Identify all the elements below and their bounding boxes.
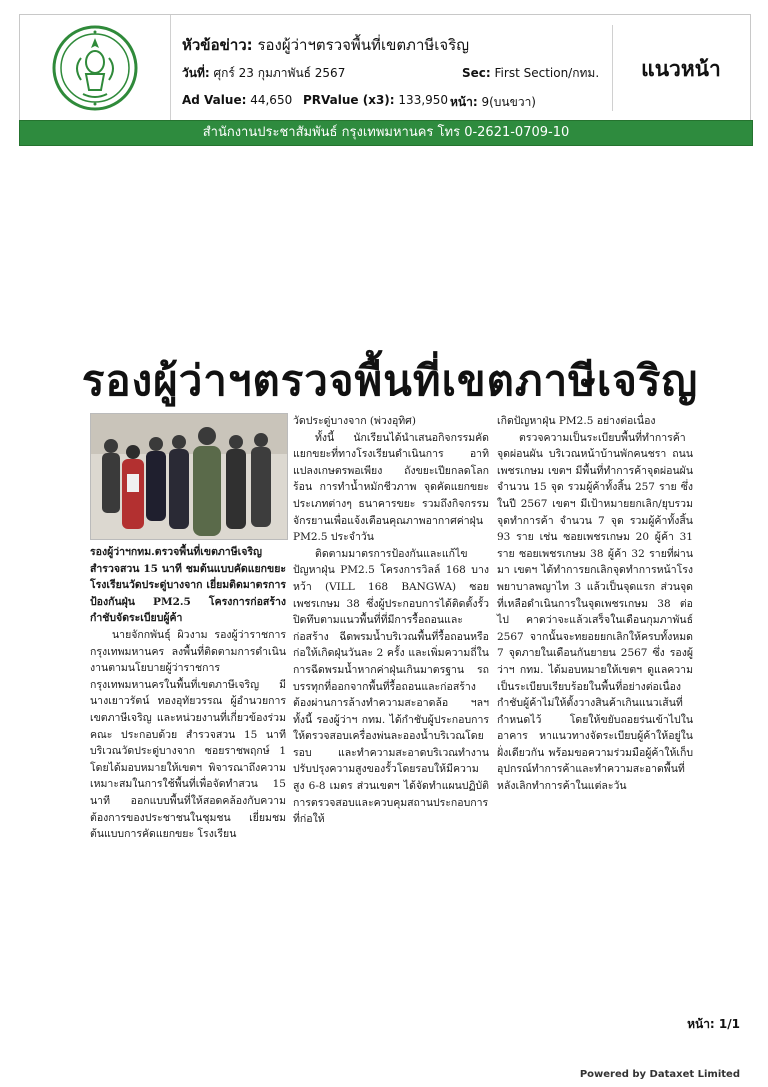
pr-value: 133,950: [398, 93, 449, 107]
page-value: 9(บนขวา): [481, 95, 536, 109]
page-indicator: หน้า: 1/1: [687, 1017, 740, 1031]
ad-value-row: [182, 93, 292, 107]
article-column-2: [293, 413, 489, 828]
ad-value-label: Ad Value:: [182, 93, 247, 107]
newspaper-name: แนวหน้า: [641, 57, 721, 81]
pr-value-label: PRValue (x3):: [303, 93, 395, 107]
page-label: หน้า:: [450, 95, 478, 109]
news-title-row: [182, 33, 469, 57]
header-divider: [612, 25, 613, 111]
article-paragraph: ทั้งนี้ นักเรียนได้นำเสนอกิจกรรมคัดแยกขยะที่ทางโรงเรียนดำเนินการ อาทิ แปลงเกษตรพอเพียง ถังขยะเปียกลดโลกร้อน การทำน้ำหมักชีวภาพ จุดคัดแยกขยะประเภทต่างๆ ธนาคารขยะ รวมถึงกิจกรรมจักรยานเพื่อแจ้งเตือนคุณภาพอากาศค่าฝุ่น PM2.5 ประจำวัน: [293, 431, 489, 544]
news-title-value: รองผู้ว่าฯตรวจพื้นที่เขตภาษีเจริญ: [257, 36, 470, 54]
date-label: วันที่:: [182, 66, 210, 80]
page-row: [450, 93, 536, 112]
pr-value-row: [303, 93, 448, 107]
news-title-label: หัวข้อข่าว:: [182, 36, 253, 54]
section-row: [462, 64, 599, 83]
date-row: [182, 64, 345, 83]
article-paragraph: วัดประดู่บางจาก (พ่วงอุทิศ): [293, 415, 416, 427]
article-headline: รองผู้ว่าฯตรวจพื้นที่เขตภาษีเจริญ: [81, 356, 699, 405]
photo-caption: รองผู้ว่าฯกทม.ตรวจพื้นที่เขตภาษีเจริญ สำรวจสวน 15 นาที ชมต้นแบบคัดแยกขยะ โรงเรียนวัดประดู่บางจาก เยี่ยมติดมาตรการป้องกันฝุ่น PM2.5 โครงการก่อสร้าง กำชับจัดระเบียบผู้ค้า: [90, 546, 286, 625]
powered-by: Powered by Dataxet Limited: [579, 1069, 740, 1080]
article-paragraph: เกิดปัญหาฝุ่น PM2.5 อย่างต่อเนื่อง: [497, 415, 656, 427]
section-value: First Section/กทม.: [494, 66, 600, 80]
clipping-header: [19, 14, 751, 122]
article-paragraph: ตรวจความเป็นระเบียบพื้นที่ทำการค้าจุดผ่อนผัน บริเวณหน้าบ้านพักคนชรา ถนนเพชรเกษม เขตฯ มีพื้นที่ทำการค้าจุดผ่อนผัน จำนวน 15 จุด รวมผู้ค้าทั้งสิ้น 257 ราย ซึ่งในปี 2567 เขตฯ มีเป้าหมายยกเลิก/ยุบรวมจุดทำการค้า จำนวน 7 จุด รวมผู้ค้าทั้งสิ้น 93 ราย เช่น ซอยเพชรเกษม 20 ผู้ค้า 31 ราย ซอยเพชรเกษม 38 ผู้ค้า 32 รายที่ผ่านมา เขตฯ ได้ทำการยกเลิกจุดทำการหน้าโรงพยาบาลพญาไท 3 แล้วเป็นจุดแรก ส่วนจุดที่เหลือดำเนินการในจุดเพชรเกษม 38 ต่อไป คาดว่าจะแล้วเสร็จในเดือนกุมภาพันธ์ 2567 จากนั้นจะทยอยยกเลิกให้ครบทั้งหมด 7 จุดภายในเดือนกันยายน 2567 ซึ่ง รองผู้ว่าฯ กทม. ได้มอบหมายให้เขตฯ ดูแลความเป็นระเบียบเรียบร้อยในพื้นที่อย่างต่อเนื่อง กำชับผู้ค้าไม่ให้ตั้งวางสินค้าเกินแนวเส้นที่กำหนดไว้ โดยให้ขยับถอยร่นเข้าไปในอาคาร หาแนวทางจัดระเบียบผู้ค้าให้อยู่ในฝั่งเดียวกัน พร้อมขอความร่วมมือผู้ค้าให้เก็บอุปกรณ์ทำการค้าและทำความสะอาดพื้นที่หลังเลิกทำการค้าในแต่ละวัน: [497, 431, 693, 793]
ad-value: 44,650: [250, 93, 293, 107]
article-paragraph: นายจักกพันธุ์ ผิวงาม รองผู้ว่าราชการกรุงเทพมหานคร ลงพื้นที่ติดตามการดำเนินงานตามนโยบายผู้ว่าราชการกรุงเทพมหานครในพื้นที่เขตภาษีเจริญ มี นางเยาวรัตน์ ทองอุทัยวรรณ ผู้อำนวยการเขตภาษีเจริญ และหน่วยงานที่เกี่ยวข้องร่วมคณะ ประกอบด้วย สำรวจสวน 15 นาที บริเวณวัดประดู่บางจาก ซอยราชพฤกษ์ 1 โดยได้มอบหมายให้เขตฯ พิจารณาถึงความเหมาะสมในการใช้พื้นที่เพื่อจัดทำสวน 15 นาที ออกแบบพื้นที่ให้สอดคล้องกับความต้องการของประชาชนในชุมชน เยี่ยมชมต้นแบบการคัดแยกขยะ โรงเรียน: [90, 628, 286, 841]
logo-cell: [20, 15, 171, 121]
article-column-3: [497, 413, 693, 795]
article-column-1: [90, 544, 286, 843]
article-paragraph: ติดตามมาตรการป้องกันและแก้ไขปัญหาฝุ่น PM2.5 โครงการวิลล์ 168 บางหว้า (VILL 168 BANGWA) ซอยเพชรเกษม 38 ซึ่งผู้ประกอบการได้ติดตั้งรั้วปิดทึบตามแนวพื้นที่ที่มีการรื้อถอนและก่อสร้าง ฉีดพรมน้ำบริเวณพื้นที่รื้อถอนหรือก่อให้เกิดฝุ่นวันละ 2 ครั้ง และเพิ่มความถี่ในการฉีดพรมน้ำหากค่าฝุ่นเกินมาตรฐาน รถบรรทุกที่ออกจากพื้นที่รื้อถอนและก่อสร้างต้องผ่านการล้างทำความสะอาดล้อ ฯลฯ ทั้งนี้ รองผู้ว่าฯ กทม. ได้กำชับผู้ประกอบการให้ตรวจสอบเครื่องพ่นละอองน้ำบริเวณโดยรอบ และทำความสะอาดบริเวณทำงาน ปรับปรุงความสูงของรั้วโดยรอบให้มีความสูง 6-8 เมตร ส่วนเขตฯ ได้จัดทำแผนปฏิบัติการตรวจสอบและควบคุมสถานประกอบการที่ก่อให้: [293, 547, 489, 826]
news-photo: [90, 413, 288, 540]
bma-seal-logo: [51, 24, 139, 112]
date-value: ศุกร์ 23 กุมภาพันธ์ 2567: [213, 66, 346, 80]
pr-office-banner: สำนักงานประชาสัมพันธ์ กรุงเทพมหานคร โทร 0-2621-0709-10: [19, 120, 753, 146]
section-label: Sec:: [462, 66, 491, 80]
news-photo-illustration: [91, 414, 287, 539]
